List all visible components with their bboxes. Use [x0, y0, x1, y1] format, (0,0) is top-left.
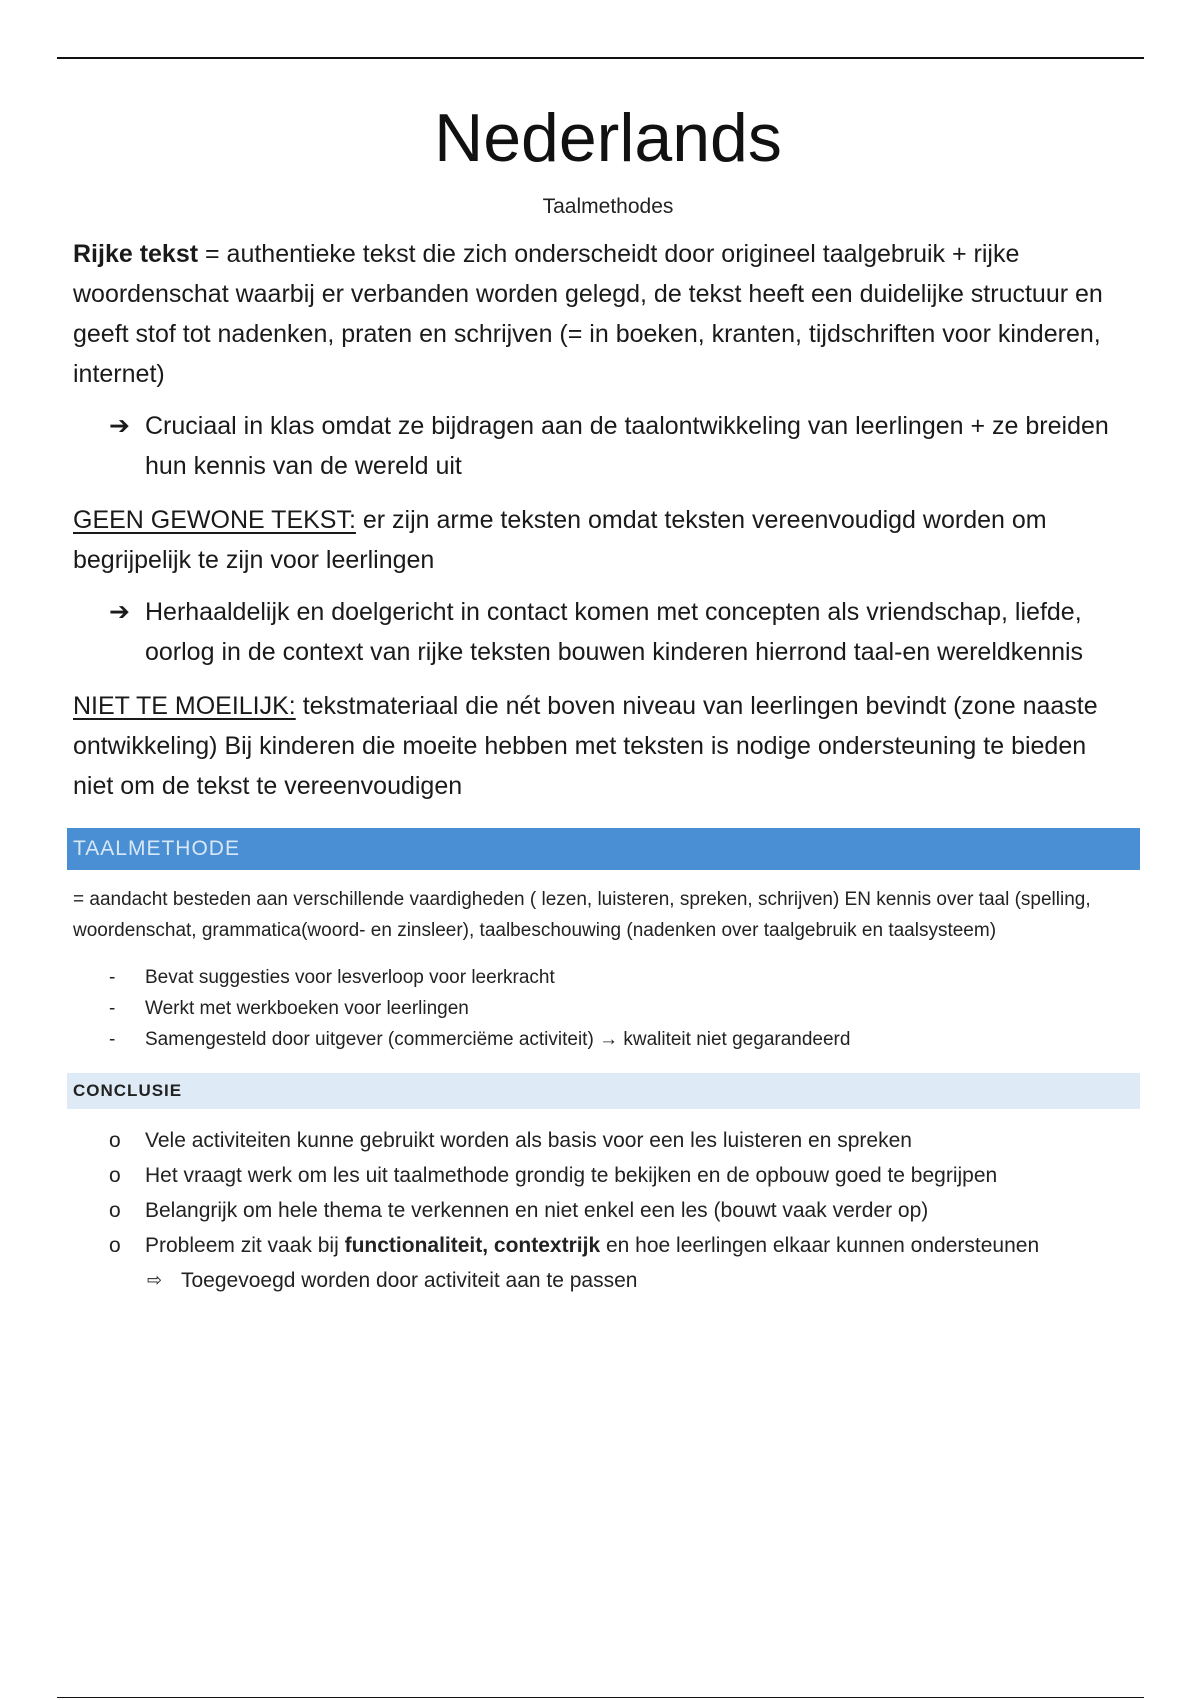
niet-moeilijk-text: tekstmateriaal die nét boven niveau van leerlingen bevindt (zone naaste ontwikkeling) Bij kinderen die moeite hebben met teksten is nodige ondersteuning te bieden niet om de tekst te vereenvoudigen: [73, 692, 1098, 800]
intro-arrow-item: [73, 406, 1133, 486]
arrow-icon: ➔: [109, 412, 130, 440]
bottom-rule: [57, 1697, 1144, 1698]
dash-icon: -: [109, 967, 116, 988]
list-item: [73, 1228, 1133, 1263]
list-item-text: Belangrijk om hele thema te verkennen en niet enkel een les (bouwt vaak verder op): [145, 1199, 929, 1222]
list-item-text: Samengesteld door uitgever (commerciëme activiteit) → kwaliteit niet gegarandeerd: [145, 1029, 851, 1050]
outline-arrow-icon: ⇨: [147, 1270, 163, 1290]
niet-moeilijk-paragraph: [73, 686, 1133, 806]
intro-arrow-text: Cruciaal in klas omdat ze bijdragen aan de taalontwikkeling van leerlingen + ze breiden hun kennis van de wereld uit: [145, 412, 1109, 480]
conclusie-heading: CONCLUSIE: [67, 1073, 1140, 1109]
geen-gewone-paragraph: [73, 500, 1133, 580]
page-subtitle: Taalmethodes: [542, 195, 674, 218]
sub-arrow-text: Toegevoegd worden door activiteit aan te passen: [181, 1269, 638, 1292]
taalmethode-list: [73, 962, 1133, 1055]
list-item-text: Het vraagt werk om les uit taalmethode grondig te bekijken en de opbouw goed te begrijpen: [145, 1164, 998, 1187]
list-item-text: Probleem zit vaak bij: [145, 1234, 345, 1257]
geen-gewone-arrow-item: [73, 592, 1133, 672]
circle-bullet-icon: o: [109, 1234, 121, 1257]
list-item: [73, 962, 1133, 993]
circle-bullet-icon: o: [109, 1199, 121, 1222]
circle-bullet-icon: o: [109, 1129, 121, 1152]
dash-icon: -: [109, 1029, 116, 1050]
arrow-icon: ➔: [109, 598, 130, 626]
circle-bullet-icon: o: [109, 1164, 121, 1187]
geen-gewone-arrow-text: Herhaaldelijk en doelgericht in contact komen met concepten als vriendschap, liefde, oorlog in de context van rijke teksten bouwen kinderen hierrond taal-en wereldkennis: [145, 598, 1084, 666]
list-item-text: en hoe leerlingen elkaar kunnen ondersteunen: [600, 1234, 1040, 1257]
list-item: [73, 1158, 1133, 1193]
geen-gewone-text: er zijn arme teksten omdat teksten vereenvoudigd worden om begrijpelijk te zijn voor leerlingen: [73, 506, 1047, 574]
taalmethode-definition: = aandacht besteden aan verschillende vaardigheden ( lezen, luisteren, spreken, schrijven) EN kennis over taal (spelling, woordenschat, grammatica(woord- en zinsleer), taalbeschouwing (nadenken over taalgebruik en taalsysteem): [73, 889, 1091, 941]
list-item: [73, 993, 1133, 1024]
intro-term: Rijke tekst: [73, 240, 199, 268]
document-body: [73, 80, 1133, 1298]
conclusie-list: [73, 1123, 1133, 1263]
list-item-text: Bevat suggesties voor lesverloop voor leerkracht: [145, 967, 555, 988]
intro-text: = authentieke tekst die zich onderscheidt door origineel taalgebruik + rijke woordenschat waarbij er verbanden worden gelegd, de tekst heeft een duidelijke structuur en geeft stof tot nadenken, praten en schrijven (= in boeken, kranten, tijdschriften voor kinderen, internet): [73, 240, 1103, 388]
niet-moeilijk-heading: NIET TE MOEILIJK:: [73, 692, 296, 720]
list-item: [73, 1193, 1133, 1228]
list-item: [73, 1024, 1133, 1055]
list-item-bold: functionaliteit, contextrijk: [344, 1234, 601, 1257]
list-item: [73, 1123, 1133, 1158]
dash-icon: -: [109, 998, 116, 1019]
geen-gewone-heading: GEEN GEWONE TEKST:: [73, 506, 356, 534]
list-item-text: Vele activiteiten kunne gebruikt worden als basis voor een les luisteren en spreken: [145, 1129, 912, 1152]
conclusie-sub-arrow: [73, 1263, 1133, 1298]
page-title: Nederlands: [434, 100, 782, 176]
top-rule: [57, 57, 1144, 59]
intro-paragraph: [73, 234, 1133, 394]
taalmethode-heading: TAALMETHODE: [67, 828, 1140, 870]
list-item-text: Werkt met werkboeken voor leerlingen: [145, 998, 469, 1019]
